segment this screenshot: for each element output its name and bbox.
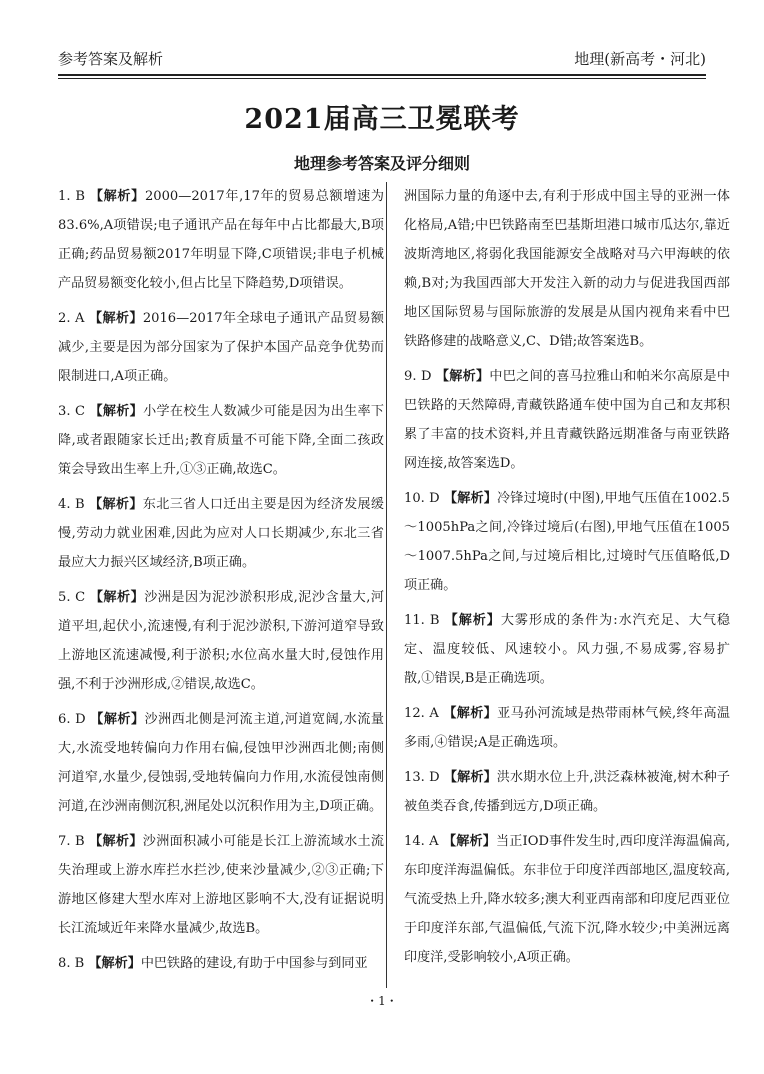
answer-explanation: 洪水期水位上升,洪泛森林被淹,树木种子被鱼类吞食,传播到远方,D项正确。 <box>404 770 730 814</box>
analysis-tag: 【解析】 <box>89 404 144 419</box>
analysis-tag: 【解析】 <box>444 613 501 628</box>
answer-explanation: 中巴之间的喜马拉雅山和帕米尔高原是中巴铁路的天然障碍,青藏铁路通车使中国为自己和友邦积累了丰富的技术资料,并且青藏铁路远期准备与南亚铁路网连接,故答案选D。 <box>404 369 730 471</box>
answer-explanation: 东北三省人口迁出主要是因为经济发展缓慢,劳动力就业困难,因此为应对人口长期减少,东北三省最应大力振兴区域经济,B项正确。 <box>58 497 384 570</box>
analysis-tag: 【解析】 <box>435 369 490 384</box>
answer-explanation: 沙洲西北侧是河流主道,河道宽阔,水流量大,水流受地转偏向力作用右偏,侵蚀甲沙洲西北侧;南侧河道窄,水量少,侵蚀弱,受地转偏向力作用,水流侵蚀南侧河道,在沙洲南侧沉积,洲尾处以沉积作用为主,D项正确。 <box>58 712 384 814</box>
answer-number: 12. A <box>404 706 444 721</box>
answer-item <box>58 304 384 391</box>
answer-number: 4. B <box>58 497 90 512</box>
column-divider <box>386 182 387 988</box>
header-rule-thick <box>58 74 706 76</box>
answer-number: 10. D <box>404 491 444 506</box>
analysis-tag: 【解析】 <box>89 834 143 849</box>
analysis-tag: 【解析】 <box>89 497 143 512</box>
analysis-tag: 【解析】 <box>88 956 141 971</box>
analysis-tag: 【解析】 <box>89 311 143 326</box>
answer-number: 6. D <box>58 712 91 727</box>
answer-explanation: 沙洲面积减小可能是长江上游流域水土流失治理或上游水库拦水拦沙,使来沙量减少,②③正确;下游地区修建大型水库对上游地区影响不大,没有证据说明长江流域近年来降水量减少,故选B。 <box>58 834 384 936</box>
answer-number: 2. A <box>58 311 89 326</box>
answer-item <box>58 949 384 978</box>
answer-item <box>58 397 384 484</box>
answer-item <box>58 490 384 577</box>
answer-explanation: 冷锋过境时(中图),甲地气压值在1002.5～1005hPa之间,冷锋过境后(右图),甲地气压值在1005～1007.5hPa之间,与过境后相比,过境时气压值略低,D项正确。 <box>404 491 730 593</box>
header-rule-thin <box>58 78 706 79</box>
answer-explanation: 2016—2017年全球电子通讯产品贸易额减少,主要是因为部分国家为了保护本国产品竞争优势而限制进口,A项正确。 <box>58 311 384 384</box>
answer-explanation: 2000—2017年,17年的贸易总额增速为83.6%,A项错误;电子通讯产品在每年中占比都最大,B项正确;药品贸易额2017年明显下降,C项错误;非电子机械产品贸易额变化较小,但占比呈下降趋势,D项错误。 <box>58 189 384 291</box>
answer-explanation: 中巴铁路的建设,有助于中国参与到同亚 <box>140 956 368 971</box>
answer-explanation: 洲国际力量的角逐中去,有利于形成中国主导的亚洲一体化格局,A错;中巴铁路南至巴基斯坦港口城市瓜达尔,靠近波斯湾地区,将弱化我国能源安全战略对马六甲海峡的依赖,B对;为我国西部大开发注入新的动力与促进我国西部地区国际贸易与国际旅游的发展是从国内视角来看中巴铁路修建的战略意义,C、D错;故答案选B。 <box>404 189 730 349</box>
answer-number: 9. D <box>404 369 436 384</box>
answer-number: 3. C <box>58 404 90 419</box>
answer-item <box>58 583 384 699</box>
answer-item <box>404 362 730 478</box>
analysis-tag: 【解析】 <box>443 491 498 506</box>
answer-explanation: 当正IOD事件发生时,西印度洋海温偏高,东印度洋海温偏低。东非位于印度洋西部地区,温度较高,气流受热上升,降水较多;澳大利亚西南部和印度尼西亚位于印度洋东部,气温偏低,气流下沉,降水较少;中美洲远离印度洋,受影响较小,A项正确。 <box>404 834 731 965</box>
answer-item <box>58 182 384 298</box>
page-subtitle: 地理参考答案及评分细则 <box>293 154 470 173</box>
answer-number: 11. B <box>404 613 445 628</box>
page-number: ・1・ <box>366 994 398 1008</box>
left-column <box>58 182 384 984</box>
analysis-tag: 【解析】 <box>443 770 497 785</box>
answer-explanation: 小学在校生人数减少可能是因为出生率下降,或者跟随家长迁出;教育质量不可能下降,全面二孩政策会导致出生率上升,①③正确,故选C。 <box>58 404 384 477</box>
answer-item <box>404 763 730 821</box>
answer-explanation: 沙洲是因为泥沙淤积形成,泥沙含量大,河道平坦,起伏小,流速慢,有利于泥沙淤积,下游河道窄导致上游地区流速减慢,利于淤积;水位高水量大时,侵蚀作用强,不利于沙洲形成,②错误,故选C。 <box>58 590 384 692</box>
analysis-tag: 【解析】 <box>89 189 145 204</box>
answer-number: 8. B <box>58 956 89 971</box>
page-title: 2021届高三卫冕联考 <box>244 104 520 135</box>
answer-item <box>404 606 730 693</box>
analysis-tag: 【解析】 <box>442 834 497 849</box>
answer-item <box>404 182 730 356</box>
answer-number: 7. B <box>58 834 90 849</box>
answer-number: 13. D <box>404 770 444 785</box>
header-left-title: 参考答案及解析 <box>58 50 164 68</box>
answer-item <box>58 827 384 943</box>
analysis-tag: 【解析】 <box>89 590 145 605</box>
answer-number: 5. C <box>58 590 90 605</box>
answer-number: 14. A <box>404 834 443 849</box>
header-right-subject: 地理(新高考・河北) <box>574 50 706 68</box>
answer-explanation: 大雾形成的条件为:水汽充足、大气稳定、温度较低、风速较小。风力强,不易成雾,容易扩散,①错误,B是正确选项。 <box>404 613 730 686</box>
answer-item <box>404 827 730 972</box>
right-column <box>404 182 730 978</box>
answer-explanation: 亚马孙河流域是热带雨林气候,终年高温多雨,④错误;A是正确选项。 <box>404 706 730 750</box>
answer-item <box>58 705 384 821</box>
answer-item <box>404 484 730 600</box>
page-header <box>58 47 706 71</box>
analysis-tag: 【解析】 <box>90 712 145 727</box>
answer-item <box>404 699 730 757</box>
analysis-tag: 【解析】 <box>443 706 498 721</box>
answer-number: 1. B <box>58 189 90 204</box>
